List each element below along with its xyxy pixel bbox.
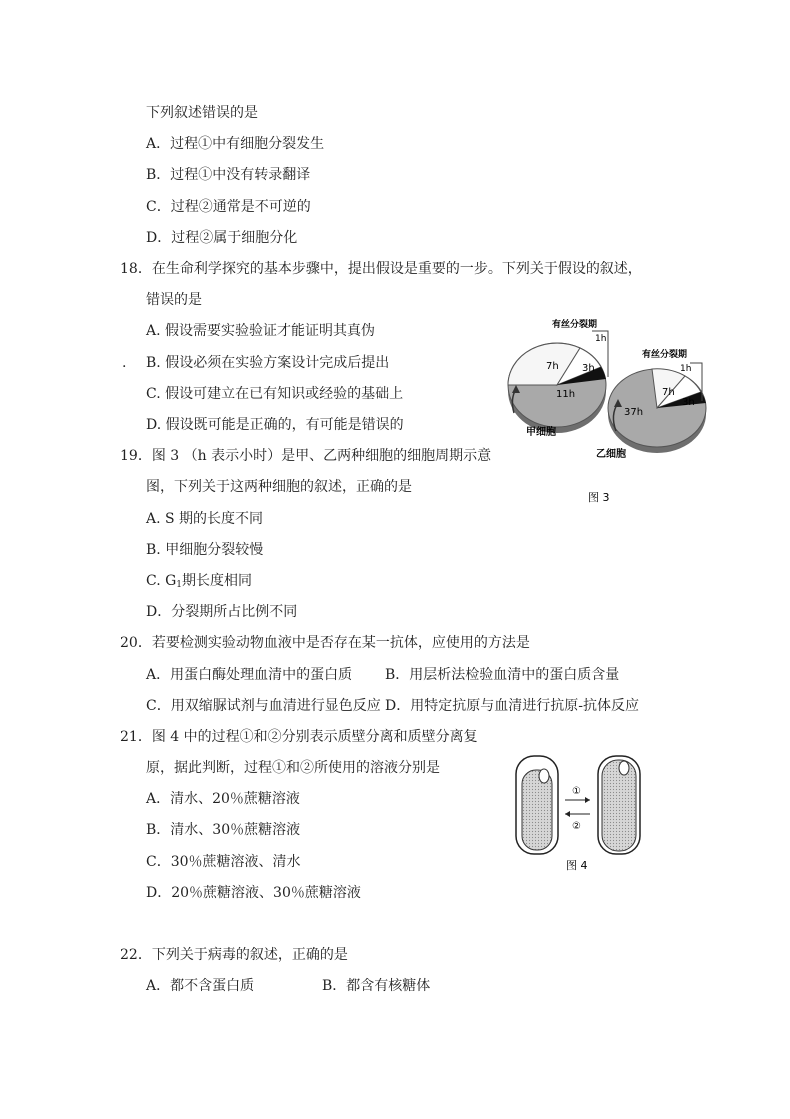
q21-stem: 21．图 4 中的过程①和②分别表示质壁分离和质壁分离复 <box>120 729 478 745</box>
q22-option-b: B．都含有核糖体 <box>322 978 431 994</box>
q18-option-b: B. 假设必须在实验方案设计完成后提出 <box>146 355 390 371</box>
arrow-back-head <box>565 811 570 817</box>
cell-a-segment-2: 3h <box>582 363 595 374</box>
figure-3-caption: 图 3 <box>588 491 610 504</box>
q21-option-c: C．30％蔗糖溶液、清水 <box>146 854 301 870</box>
cell-a-segment-1: 7h <box>546 361 559 372</box>
cell-b-mitosis-label: 有丝分裂期 <box>642 350 688 360</box>
q17-stem: 下列叙述错误的是 <box>146 105 258 121</box>
q19-option-b: B. 甲细胞分裂较慢 <box>146 542 264 558</box>
cell-a-segment-3: 11h <box>556 389 576 400</box>
q19-option-a: A. S 期的长度不同 <box>146 511 264 527</box>
q19-option-c <box>146 571 252 595</box>
cell-b-label: 乙细胞 <box>596 449 626 460</box>
q19-stem-cont: 图，下列关于这两种细胞的叙述，正确的是 <box>146 479 412 495</box>
q20-option-d: D．用特定抗原与血清进行抗原-抗体反应 <box>385 698 639 714</box>
cell-a-mitosis-label: 有丝分裂期 <box>552 320 598 330</box>
q19-stem: 19．图 3 （h 表示小时）是甲、乙两种细胞的细胞周期示意 <box>120 448 492 464</box>
q21-option-b: B．清水、30％蔗糖溶液 <box>146 822 301 838</box>
cell-b-segment-2: 7h <box>662 387 675 398</box>
arrow-forward-head <box>585 797 590 803</box>
cell-b-segment-3: 3h <box>682 397 695 408</box>
q20-stem: 20．若要检测实验动物血液中是否存在某一抗体，应使用的方法是 <box>120 635 530 651</box>
cell-b-segment-1: 37h <box>624 407 644 418</box>
q22-stem: 22．下列关于病毒的叙述，正确的是 <box>120 947 348 963</box>
figure-4-caption: 图 4 <box>566 859 588 872</box>
q17-option-a: A．过程①中有细胞分裂发生 <box>146 136 325 152</box>
q18-option-d: D. 假设既可能是正确的，有可能是错误的 <box>146 417 404 433</box>
q19-option-c-text: C. G <box>146 573 177 589</box>
q20-option-b: B．用层析法检验血清中的蛋白质含量 <box>385 667 620 683</box>
arrow-forward-label: ① <box>572 786 581 797</box>
q21-option-d: D．20％蔗糖溶液、30％蔗糖溶液 <box>146 885 361 901</box>
cell-right-protoplast <box>602 760 636 851</box>
q19-option-c-tail: 期长度相同 <box>182 573 253 589</box>
q18-option-a: A. 假设需要实验验证才能证明其真伪 <box>146 323 376 339</box>
q18-margin-mark: . <box>122 355 127 371</box>
q21-stem-cont: 原，据此判断，过程①和②所使用的溶液分别是 <box>146 760 440 776</box>
q18-stem: 18．在生命利学探究的基本步骤中，提出假设是重要的一步。下列关于假设的叙述， <box>120 261 642 277</box>
figure-3 <box>500 315 730 515</box>
q17-option-d: D．过程②属于细胞分化 <box>146 230 298 246</box>
q18-stem-cont: 错误的是 <box>146 292 202 308</box>
cell-a-label: 甲细胞 <box>526 427 556 438</box>
q18-option-c: C. 假设可建立在已有知识或经验的基础上 <box>146 386 404 402</box>
cell-a-mitosis-hours: 1h <box>595 334 607 344</box>
cell-right-nucleus <box>619 761 629 775</box>
q22-option-a: A．都不含蛋白质 <box>146 978 255 994</box>
cell-left-nucleus <box>539 769 549 783</box>
q20-option-a: A．用蛋白酶处理血清中的蛋白质 <box>146 667 353 683</box>
q17-option-c: C．过程②通常是不可逆的 <box>146 199 311 215</box>
q19-option-d: D．分裂期所占比例不同 <box>146 604 298 620</box>
q20-option-c: C．用双缩脲试剂与血清进行显色反应 <box>146 698 381 714</box>
arrow-back-label: ② <box>572 821 581 832</box>
q19-option-c-sub: 1 <box>176 580 183 590</box>
cell-b-mitosis-hours: 1h <box>680 364 692 374</box>
figure-4 <box>510 752 645 877</box>
cell-left-protoplast <box>522 770 552 850</box>
q17-option-b: B．过程①中没有转录翻译 <box>146 167 311 183</box>
q21-option-a: A．清水、20％蔗糖溶液 <box>146 791 300 807</box>
